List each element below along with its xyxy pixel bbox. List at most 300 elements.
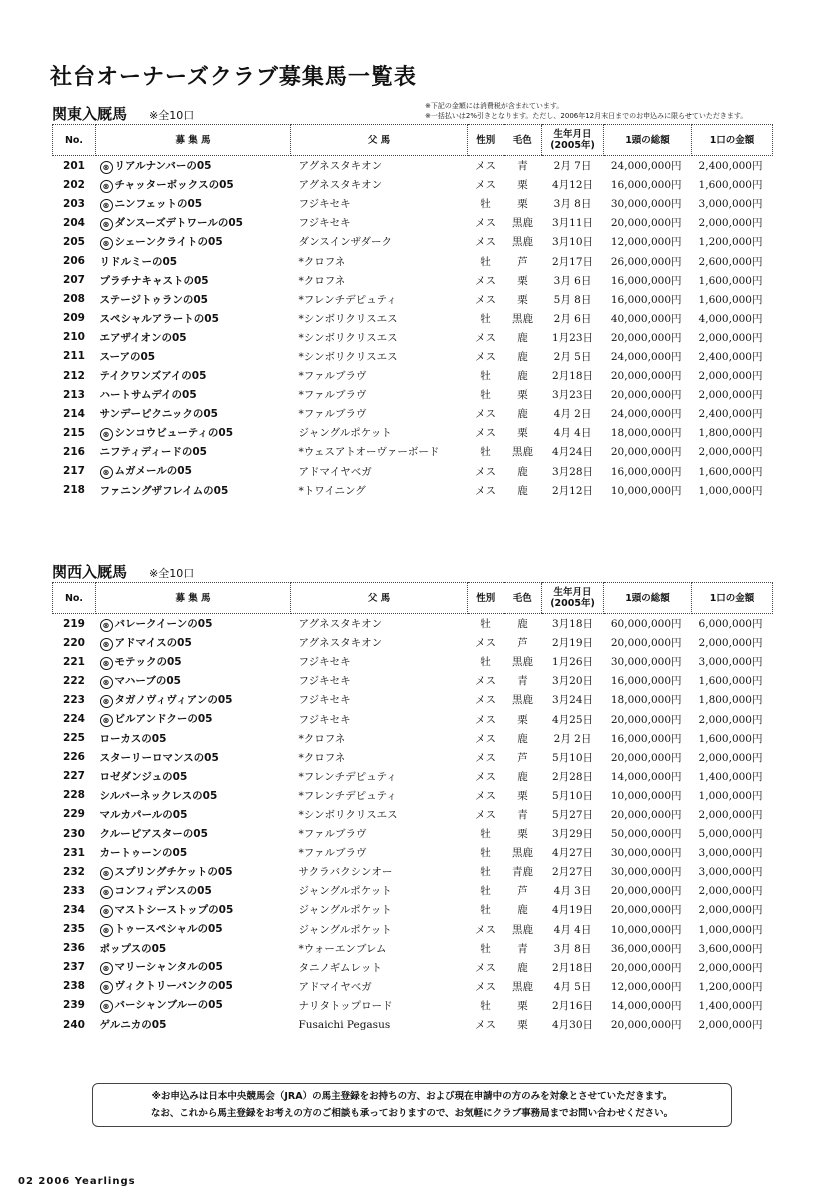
- horse-name-text: バレークイーンの05: [114, 617, 213, 630]
- horse-name: [96, 328, 291, 347]
- table-row: [53, 251, 773, 270]
- coat-color: 栗: [517, 179, 528, 192]
- horse-name: [96, 462, 291, 481]
- birth-date: 1月23日: [551, 331, 594, 344]
- horse-number: 226: [63, 751, 85, 764]
- sex: 牡: [480, 656, 491, 669]
- section-note: ※全10口: [149, 567, 195, 580]
- horse-number: 215: [63, 426, 85, 439]
- horse-number: 206: [63, 255, 85, 268]
- sire-name: *ファルブラヴ: [298, 370, 367, 383]
- horse-name: [96, 213, 291, 232]
- coat-color: 栗: [517, 427, 528, 440]
- birth-date: 4月27日: [551, 847, 594, 860]
- total-price: 16,000,000円: [610, 732, 682, 745]
- table-row: [53, 385, 773, 404]
- total-price: 16,000,000円: [610, 293, 682, 306]
- horse-number: 232: [63, 865, 85, 878]
- unit-price: 1,800,000円: [698, 694, 763, 707]
- unit-price: 1,600,000円: [698, 293, 763, 306]
- table-header-row: [53, 583, 773, 614]
- sire-name: ダンスインザダーク: [298, 236, 393, 249]
- sire-name: タニノギムレット: [298, 961, 382, 974]
- horse-name: [96, 862, 291, 881]
- horse-number: 220: [63, 636, 85, 649]
- horse-name-text: タガノヴィヴィアンの05: [114, 693, 233, 706]
- coat-color: 青鹿: [512, 866, 533, 879]
- horse-number: 234: [63, 903, 85, 916]
- horse-name: [96, 805, 291, 824]
- horse-number: 201: [63, 159, 85, 172]
- note-discount: ※一括払いは2%引きとなります。ただし、2006年12月末日までのお申込みに限らせていただきます。: [425, 112, 748, 120]
- horse-name-text: ハートサムデイの05: [99, 389, 197, 402]
- sire-name: フジキセキ: [298, 713, 351, 726]
- table-row: [53, 652, 773, 671]
- horse-number: 219: [63, 617, 85, 630]
- header-unit: 1口の金額: [692, 125, 773, 156]
- birth-date: 5月27日: [551, 808, 594, 821]
- section-title: 関東入厩馬: [52, 105, 128, 123]
- coat-color: 黒鹿: [512, 694, 533, 707]
- horse-name: [96, 824, 291, 843]
- coat-color: 鹿: [517, 408, 528, 421]
- circle-x-mark-icon: ⊗: [100, 905, 113, 918]
- unit-price: 3,000,000円: [698, 866, 763, 879]
- total-price: 14,000,000円: [610, 770, 682, 783]
- horse-name: [96, 939, 291, 958]
- unit-price: 2,000,000円: [698, 751, 763, 764]
- sire-name: *シンボリクリスエス: [298, 808, 398, 821]
- sex: 牡: [480, 942, 491, 955]
- horse-name: [96, 366, 291, 385]
- coat-color: 鹿: [517, 732, 528, 745]
- sire-name: ジャングルポケット: [298, 427, 392, 440]
- horse-name: [96, 271, 291, 290]
- horse-name-text: テイクワンズアイの05: [99, 370, 207, 383]
- horse-name-text: プラチナキャストの05: [99, 274, 209, 287]
- coat-color: 鹿: [517, 484, 528, 497]
- total-price: 20,000,000円: [610, 217, 682, 230]
- birth-date: 3月 6日: [553, 274, 592, 287]
- horse-number: 203: [63, 197, 85, 210]
- total-price: 14,000,000円: [610, 999, 682, 1012]
- circle-x-mark-icon: ⊗: [100, 714, 113, 727]
- horse-name: [96, 309, 291, 328]
- horse-number: 237: [63, 961, 85, 974]
- horse-number: 205: [63, 235, 85, 248]
- kanto-table: [52, 124, 773, 500]
- coat-color: 栗: [517, 198, 528, 211]
- horse-name-text: シルバーネックレスの05: [99, 789, 218, 802]
- sex: メス: [475, 293, 496, 306]
- unit-price: 2,400,000円: [698, 350, 763, 363]
- header-sire: 父 馬: [291, 125, 468, 156]
- birth-date: 4月 2日: [553, 408, 592, 421]
- total-price: 16,000,000円: [610, 675, 682, 688]
- table-row: [53, 194, 773, 213]
- total-price: 18,000,000円: [610, 694, 682, 707]
- circle-x-mark-icon: ⊗: [100, 981, 113, 994]
- unit-price: 1,000,000円: [698, 923, 763, 936]
- sex: メス: [475, 694, 496, 707]
- birth-date: 2月16日: [551, 999, 594, 1012]
- total-price: 20,000,000円: [610, 751, 682, 764]
- total-price: 20,000,000円: [610, 808, 682, 821]
- sex: メス: [475, 808, 496, 821]
- horse-number: 209: [63, 312, 85, 325]
- total-price: 20,000,000円: [610, 637, 682, 650]
- horse-name: [96, 442, 291, 461]
- total-price: 12,000,000円: [610, 980, 682, 993]
- table-row: [53, 404, 773, 423]
- table-row: [53, 175, 773, 194]
- horse-name: [96, 404, 291, 423]
- horse-name-text: クルーピアスターの05: [99, 828, 208, 841]
- sire-name: アドマイヤベガ: [298, 980, 372, 993]
- birth-date: 4月12日: [551, 179, 594, 192]
- unit-price: 2,000,000円: [698, 713, 763, 726]
- horse-name: [96, 767, 291, 786]
- coat-color: 黒鹿: [512, 656, 533, 669]
- coat-color: 栗: [517, 389, 528, 402]
- circle-x-mark-icon: ⊗: [100, 199, 113, 212]
- header-no: No.: [53, 125, 96, 156]
- circle-x-mark-icon: ⊗: [100, 638, 113, 651]
- notice-line-1: ※お申込みは日本中央競馬会（JRA）の馬主登録をお持ちの方、および現在申請中の方のみを対象とさせていただきます。: [151, 1091, 673, 1102]
- total-price: 20,000,000円: [610, 885, 682, 898]
- horse-number: 218: [63, 484, 85, 497]
- horse-name-text: バーシャンブルーの05: [114, 999, 223, 1012]
- page-title: 社台オーナーズクラブ募集馬一覧表: [50, 65, 417, 90]
- sire-name: アグネスタキオン: [298, 160, 383, 173]
- circle-x-mark-icon: ⊗: [100, 466, 113, 479]
- horse-name-text: モテックの05: [114, 655, 182, 668]
- birth-date: 5月10日: [551, 789, 594, 802]
- table-row: [53, 805, 773, 824]
- circle-x-mark-icon: ⊗: [100, 237, 113, 250]
- table-row: [53, 824, 773, 843]
- table-row: [53, 309, 773, 328]
- horse-name-text: ローカスの05: [99, 732, 167, 745]
- horse-name-text: ファニングザフレイムの05: [99, 484, 229, 497]
- coat-color: 青: [517, 942, 528, 955]
- horse-name: [96, 347, 291, 366]
- sex: 牡: [480, 618, 491, 631]
- horse-name: [96, 633, 291, 652]
- sire-name: *フレンチデピュティ: [298, 770, 397, 783]
- sex: メス: [475, 732, 496, 745]
- total-price: 60,000,000円: [610, 618, 682, 631]
- total-price: 26,000,000円: [610, 255, 682, 268]
- sex: 牡: [480, 828, 491, 841]
- total-price: 24,000,000円: [610, 350, 682, 363]
- horse-name: [96, 614, 291, 634]
- sire-name: *フレンチデピュティ: [298, 789, 397, 802]
- birth-date: 4月 4日: [553, 427, 592, 440]
- note-tax: ※下記の金額には消費税が含まれています。: [425, 102, 564, 110]
- sire-name: *フレンチデピュティ: [298, 293, 397, 306]
- sire-name: *ファルブラヴ: [298, 847, 367, 860]
- horse-name-text: スーアの05: [99, 350, 156, 363]
- horse-name-text: シンコウビューティの05: [114, 426, 234, 439]
- sex: メス: [475, 713, 496, 726]
- horse-name-text: チャッターボックスの05: [114, 178, 234, 191]
- sire-name: ナリタトップロード: [298, 999, 393, 1012]
- birth-date: 2月27日: [551, 866, 594, 879]
- sex: メス: [475, 331, 496, 344]
- header-birth-line2: (2005年): [550, 598, 595, 609]
- birth-date: 4月24日: [551, 446, 594, 459]
- birth-date: 5月10日: [551, 751, 594, 764]
- sex: メス: [475, 770, 496, 783]
- total-price: 16,000,000円: [610, 274, 682, 287]
- coat-color: 青: [517, 808, 528, 821]
- section-title: 関西入厩馬: [52, 563, 128, 581]
- total-price: 10,000,000円: [610, 923, 682, 936]
- notice-line-2: なお、これから馬主登録をお考えの方のご相談も承っておりますので、お気軽にクラブ事務局までお問い合わせください。: [150, 1108, 674, 1119]
- coat-color: 鹿: [517, 331, 528, 344]
- sex: メス: [475, 408, 496, 421]
- circle-x-mark-icon: ⊗: [100, 886, 113, 899]
- birth-date: 4月25日: [551, 713, 594, 726]
- coat-color: 芦: [517, 885, 528, 898]
- sex: メス: [475, 675, 496, 688]
- horse-number: 225: [63, 732, 85, 745]
- circle-x-mark-icon: ⊗: [100, 619, 113, 632]
- unit-price: 2,000,000円: [698, 808, 763, 821]
- unit-price: 2,000,000円: [698, 1019, 763, 1032]
- birth-date: 2月 7日: [553, 160, 592, 173]
- table-row: [53, 748, 773, 767]
- table-row: [53, 939, 773, 958]
- horse-number: 212: [63, 369, 85, 382]
- table-row: [53, 328, 773, 347]
- sire-name: *ウェスアトオーヴァーボード: [298, 446, 440, 459]
- unit-price: 1,600,000円: [698, 274, 763, 287]
- coat-color: 芦: [517, 751, 528, 764]
- circle-x-mark-icon: ⊗: [100, 676, 113, 689]
- coat-color: 鹿: [517, 370, 528, 383]
- circle-x-mark-icon: ⊗: [100, 218, 113, 231]
- coat-color: 黒鹿: [512, 446, 533, 459]
- sex: 牡: [480, 866, 491, 879]
- sex: メス: [475, 1019, 496, 1032]
- sex: メス: [475, 751, 496, 764]
- coat-color: 栗: [517, 789, 528, 802]
- sex: 牡: [480, 999, 491, 1012]
- sex: 牡: [480, 389, 491, 402]
- sire-name: *ファルブラヴ: [298, 828, 367, 841]
- coat-color: 栗: [517, 713, 528, 726]
- header-sex: 性別: [468, 583, 504, 614]
- table-row: [53, 633, 773, 652]
- birth-date: 3月20日: [551, 675, 594, 688]
- birth-date: 2月 2日: [553, 732, 592, 745]
- horse-number: 229: [63, 808, 85, 821]
- sex: 牡: [480, 370, 491, 383]
- sire-name: *シンボリクリスエス: [298, 331, 398, 344]
- total-price: 36,000,000円: [610, 942, 682, 955]
- unit-price: 1,800,000円: [698, 427, 763, 440]
- horse-number: 240: [63, 1018, 85, 1031]
- horse-number: 211: [63, 350, 85, 363]
- total-price: 18,000,000円: [610, 427, 682, 440]
- horse-number: 236: [63, 942, 85, 955]
- horse-name: [96, 690, 291, 709]
- birth-date: 3月 8日: [553, 198, 592, 211]
- horse-number: 208: [63, 293, 85, 306]
- table-row: [53, 614, 773, 634]
- circle-x-mark-icon: ⊗: [100, 180, 113, 193]
- unit-price: 1,600,000円: [698, 732, 763, 745]
- table-row: [53, 690, 773, 709]
- birth-date: 3月10日: [551, 236, 594, 249]
- horse-name: [96, 729, 291, 748]
- horse-number: 230: [63, 827, 85, 840]
- page-footer: 02 2006 Yearlings: [18, 1176, 136, 1187]
- table-row: [53, 977, 773, 996]
- horse-name-text: リドルミーの05: [99, 255, 178, 268]
- horse-number: 213: [63, 388, 85, 401]
- horse-name: [96, 709, 291, 728]
- total-price: 30,000,000円: [610, 866, 682, 879]
- header-name: 募 集 馬: [96, 125, 291, 156]
- sex: メス: [475, 789, 496, 802]
- unit-price: 2,400,000円: [698, 160, 763, 173]
- application-notice: [92, 1083, 732, 1127]
- unit-price: 2,000,000円: [698, 331, 763, 344]
- total-price: 24,000,000円: [610, 408, 682, 421]
- sex: 牡: [480, 847, 491, 860]
- circle-x-mark-icon: ⊗: [100, 428, 113, 441]
- birth-date: 2月 6日: [553, 312, 592, 325]
- unit-price: 2,000,000円: [698, 446, 763, 459]
- horse-name: [96, 996, 291, 1015]
- horse-name: [96, 748, 291, 767]
- horse-name: [96, 194, 291, 213]
- horse-number: 207: [63, 274, 85, 287]
- sex: 牡: [480, 446, 491, 459]
- unit-price: 2,000,000円: [698, 961, 763, 974]
- total-price: 16,000,000円: [610, 179, 682, 192]
- horse-name: [96, 786, 291, 805]
- coat-color: 鹿: [517, 904, 528, 917]
- kansai-table-body: [53, 614, 773, 1035]
- unit-price: 3,600,000円: [698, 942, 763, 955]
- birth-date: 4月30日: [551, 1019, 594, 1032]
- horse-number: 238: [63, 980, 85, 993]
- table-row: [53, 729, 773, 748]
- table-row: [53, 271, 773, 290]
- header-unit: 1口の金額: [692, 583, 773, 614]
- unit-price: 2,000,000円: [698, 885, 763, 898]
- sire-name: *ファルブラヴ: [298, 389, 367, 402]
- horse-name: [96, 843, 291, 862]
- table-row: [53, 900, 773, 919]
- total-price: 20,000,000円: [610, 961, 682, 974]
- horse-name-text: マハーブの05: [114, 674, 181, 687]
- birth-date: 3月11日: [551, 217, 594, 230]
- unit-price: 1,200,000円: [698, 236, 763, 249]
- sire-name: *ファルブラヴ: [298, 408, 367, 421]
- table-row: [53, 423, 773, 442]
- horse-name: [96, 290, 291, 309]
- sire-name: *クロフネ: [298, 751, 346, 764]
- coat-color: 栗: [517, 828, 528, 841]
- header-birth-line1: 生年月日: [553, 587, 592, 598]
- unit-price: 1,600,000円: [698, 465, 763, 478]
- birth-date: 2月12日: [551, 484, 594, 497]
- sex: メス: [475, 179, 496, 192]
- header-color: 毛色: [504, 125, 542, 156]
- horse-name: [96, 175, 291, 194]
- coat-color: 黒鹿: [512, 923, 533, 936]
- sire-name: フジキセキ: [298, 198, 351, 211]
- horse-name: [96, 156, 291, 176]
- table-row: [53, 1015, 773, 1034]
- sire-name: ジャングルポケット: [298, 885, 392, 898]
- horse-number: 223: [63, 693, 85, 706]
- horse-name: [96, 232, 291, 251]
- header-birth: [542, 125, 604, 156]
- unit-price: 3,000,000円: [698, 198, 763, 211]
- total-price: 20,000,000円: [610, 331, 682, 344]
- horse-number: 204: [63, 216, 85, 229]
- sire-name: アグネスタキオン: [298, 618, 383, 631]
- header-color: 毛色: [504, 583, 542, 614]
- horse-name: [96, 1015, 291, 1034]
- coat-color: 黒鹿: [512, 847, 533, 860]
- horse-name-text: スペシャルアラートの05: [99, 312, 219, 325]
- coat-color: 栗: [517, 274, 528, 287]
- horse-number: 202: [63, 178, 85, 191]
- unit-price: 1,000,000円: [698, 789, 763, 802]
- birth-date: 3月18日: [551, 618, 594, 631]
- circle-x-mark-icon: ⊗: [100, 962, 113, 975]
- unit-price: 1,600,000円: [698, 179, 763, 192]
- table-row: [53, 442, 773, 461]
- unit-price: 4,000,000円: [698, 312, 763, 325]
- horse-name-text: ヴィクトリーバンクの05: [114, 980, 233, 993]
- sire-name: フジキセキ: [298, 694, 351, 707]
- coat-color: 黒鹿: [512, 312, 533, 325]
- horse-name: [96, 251, 291, 270]
- unit-price: 1,600,000円: [698, 675, 763, 688]
- sex: メス: [475, 961, 496, 974]
- horse-name-text: マリーシャンタルの05: [114, 961, 223, 974]
- sire-name: アグネスタキオン: [298, 637, 383, 650]
- circle-x-mark-icon: ⊗: [100, 1000, 113, 1013]
- horse-name: [96, 671, 291, 690]
- coat-color: 鹿: [517, 770, 528, 783]
- horse-number: 222: [63, 674, 85, 687]
- horse-name-text: ポップスの05: [99, 942, 167, 955]
- total-price: 20,000,000円: [610, 370, 682, 383]
- total-price: 20,000,000円: [610, 389, 682, 402]
- horse-name-text: ニンフェットの05: [114, 197, 203, 210]
- total-price: 20,000,000円: [610, 1019, 682, 1032]
- horse-number: 231: [63, 846, 85, 859]
- total-price: 10,000,000円: [610, 789, 682, 802]
- horse-name-text: マルカパールの05: [99, 808, 188, 821]
- table-row: [53, 920, 773, 939]
- horse-name-text: リアルナンバーの05: [114, 159, 212, 172]
- coat-color: 鹿: [517, 350, 528, 363]
- birth-date: 3月24日: [551, 694, 594, 707]
- table-row: [53, 232, 773, 251]
- horse-number: 214: [63, 407, 85, 420]
- horse-number: 224: [63, 713, 85, 726]
